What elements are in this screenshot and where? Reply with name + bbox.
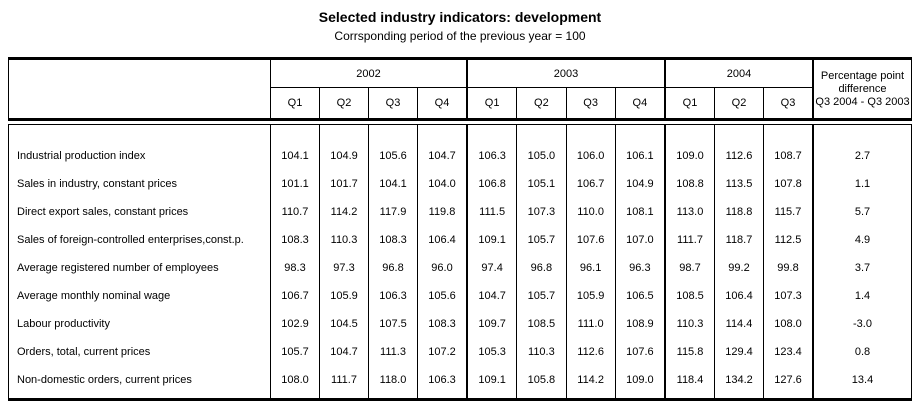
table-value: 108.5 [676, 290, 704, 302]
table-value: 109.1 [478, 234, 506, 246]
table-value: 101.1 [281, 178, 309, 190]
row-label-column [9, 125, 271, 398]
table-value: 109.1 [478, 374, 506, 386]
diff-value: 1.4 [854, 290, 871, 302]
table-value: 104.9 [330, 150, 358, 162]
table-value: 96.3 [629, 262, 651, 274]
table-value: 96.1 [579, 262, 602, 274]
data-group-2003 [468, 125, 666, 398]
table-value: 106.8 [478, 178, 506, 190]
value-column-2003-Q2 [517, 125, 566, 398]
table-value: 104.0 [428, 178, 456, 190]
table-value: 127.6 [774, 374, 802, 386]
table-value: 106.7 [576, 178, 605, 190]
table-value: 104.7 [478, 290, 506, 302]
table-body [8, 124, 912, 401]
row-label: Average registered number of employees [17, 262, 219, 274]
diff-value-column [814, 125, 911, 398]
quarter-header: Q1 [468, 88, 517, 118]
diff-value: 1.1 [854, 178, 871, 190]
data-group-2002 [271, 125, 468, 398]
table-value: 112.6 [577, 346, 604, 358]
indicators-table [8, 57, 912, 401]
value-column-2004-Q1 [666, 125, 715, 398]
table-value: 106.5 [626, 290, 654, 302]
diff-value: 3.7 [854, 262, 871, 274]
table-value: 107.3 [527, 206, 556, 218]
title-block [0, 0, 920, 57]
quarter-header: Q4 [434, 97, 450, 109]
value-column-2002-Q4 [418, 125, 466, 398]
table-header [8, 57, 912, 121]
table-value: 110.0 [577, 206, 604, 218]
table-value: 98.3 [284, 262, 306, 274]
table-value: 107.5 [379, 318, 407, 330]
table-value: 118.0 [379, 374, 407, 386]
row-label: Non-domestic orders, current prices [17, 374, 192, 386]
value-column-2003-Q1 [468, 125, 517, 398]
table-value: 105.9 [330, 290, 358, 302]
row-label: Direct export sales, constant prices [17, 206, 189, 218]
table-value: 106.0 [576, 150, 605, 162]
row-label: Sales in industry, constant prices [17, 178, 177, 190]
diff-value: 0.8 [854, 346, 871, 358]
table-value: 110.7 [281, 206, 309, 218]
table-value: 108.8 [676, 178, 704, 190]
table-value: 108.0 [281, 374, 309, 386]
row-label: Industrial production index [17, 150, 146, 162]
table-value: 97.3 [333, 262, 355, 274]
row-label: Average monthly nominal wage [17, 290, 171, 302]
quarter-header: Q2 [320, 88, 369, 118]
row-label: Orders, total, current prices [17, 346, 151, 358]
table-value: 112.6 [725, 150, 753, 162]
table-value: 114.4 [725, 318, 753, 330]
table-value: 101.7 [330, 178, 358, 190]
quarter-header: Q3 [567, 88, 616, 118]
table-value: 115.7 [774, 206, 802, 218]
table-value: 97.4 [481, 262, 503, 274]
table-value: 98.7 [679, 262, 701, 274]
table-value: 110.3 [676, 318, 704, 330]
table-value: 107.2 [428, 346, 456, 358]
quarter-header: Q2 [517, 88, 566, 118]
table-value: 123.4 [774, 346, 802, 358]
quarter-header: Q3 [369, 88, 418, 118]
table-value: 105.8 [527, 374, 556, 386]
year-header: 2002 [271, 60, 466, 88]
value-column-2003-Q4 [616, 125, 664, 398]
table-value: 109.0 [626, 374, 654, 386]
table-value: 111.5 [479, 206, 506, 218]
table-value: 96.8 [530, 262, 553, 274]
value-column-2004-Q3 [764, 125, 812, 398]
table-value: 109.0 [676, 150, 704, 162]
table-value: 106.1 [626, 150, 654, 162]
table-value: 106.3 [428, 374, 456, 386]
table-value: 109.7 [478, 318, 506, 330]
quarter-header: Q1 [271, 88, 320, 118]
table-value: 105.3 [478, 346, 506, 358]
table-value: 106.4 [428, 234, 456, 246]
table-value: 105.1 [527, 178, 556, 190]
table-value: 96.8 [382, 262, 404, 274]
table-value: 115.8 [676, 346, 704, 358]
table-value: 104.7 [428, 150, 456, 162]
diff-value: 5.7 [854, 206, 871, 218]
table-value: 108.7 [774, 150, 802, 162]
table-value: 104.9 [626, 178, 654, 190]
table-value: 107.6 [576, 234, 605, 246]
table-value: 104.1 [379, 178, 407, 190]
table-value: 111.0 [577, 318, 604, 330]
table-value: 102.9 [281, 318, 309, 330]
value-column-2004-Q2 [715, 125, 764, 398]
table-value: 108.1 [626, 206, 654, 218]
table-value: 111.7 [677, 234, 703, 246]
quarter-header: Q1 [666, 88, 715, 118]
table-value: 117.9 [379, 206, 407, 218]
stub-header-cell [9, 60, 271, 118]
table-value: 134.2 [725, 374, 753, 386]
diff-value: 2.7 [854, 150, 871, 162]
year-header: 2003 [468, 60, 664, 88]
table-value: 118.4 [676, 374, 704, 386]
year-header: 2004 [666, 60, 812, 88]
table-value: 107.8 [774, 178, 802, 190]
table-value: 108.5 [527, 318, 556, 330]
table-value: 108.3 [379, 234, 407, 246]
table-value: 108.3 [428, 318, 456, 330]
diff-header-line-2: difference [838, 82, 887, 95]
table-value: 107.6 [626, 346, 654, 358]
value-column-2002-Q1 [271, 125, 320, 398]
table-value: 118.8 [725, 206, 753, 218]
page-title: Selected industry indicators: development [318, 9, 602, 25]
table-value: 105.7 [527, 290, 556, 302]
value-column-2002-Q2 [320, 125, 369, 398]
quarter-header-row [666, 88, 812, 118]
table-value: 106.3 [478, 150, 506, 162]
quarter-header: Q3 [780, 97, 796, 109]
table-value: 105.9 [576, 290, 605, 302]
diff-header-line-1: Percentage point [820, 69, 905, 82]
quarter-header-row [271, 88, 466, 118]
page-subtitle: Corrsponding period of the previous year = 100 [334, 29, 586, 43]
table-value: 113.5 [725, 178, 753, 190]
table-value: 129.4 [725, 346, 753, 358]
quarter-header-row [468, 88, 664, 118]
table-value: 111.7 [331, 374, 357, 386]
table-value: 110.3 [528, 346, 555, 358]
year-group-2004 [666, 60, 814, 118]
table-value: 105.6 [379, 150, 407, 162]
table-value: 104.5 [330, 318, 358, 330]
table-value: 111.3 [380, 346, 406, 358]
value-column-2003-Q3 [567, 125, 616, 398]
table-value: 119.8 [428, 206, 456, 218]
table-value: 108.3 [281, 234, 309, 246]
table-value: 99.2 [728, 262, 750, 274]
diff-value: 4.9 [854, 234, 871, 246]
diff-column-header [814, 60, 911, 118]
table-value: 99.8 [777, 262, 799, 274]
quarter-header: Q2 [715, 88, 764, 118]
table-value: 118.7 [725, 234, 753, 246]
quarter-header: Q4 [632, 97, 648, 109]
diff-value: -3.0 [853, 318, 872, 330]
value-column-2002-Q3 [369, 125, 418, 398]
table-value: 106.3 [379, 290, 407, 302]
table-value: 114.2 [577, 374, 604, 386]
table-value: 110.3 [330, 234, 358, 246]
table-value: 105.6 [428, 290, 456, 302]
table-value: 107.3 [774, 290, 802, 302]
table-value: 104.7 [330, 346, 358, 358]
year-group-2003 [468, 60, 666, 118]
table-value: 105.7 [281, 346, 309, 358]
table-value: 113.0 [676, 206, 704, 218]
table-value: 104.1 [281, 150, 309, 162]
table-value: 96.0 [431, 262, 453, 274]
table-value: 105.7 [527, 234, 556, 246]
table-value: 107.0 [626, 234, 654, 246]
table-value: 105.0 [527, 150, 556, 162]
table-value: 108.9 [626, 318, 654, 330]
table-value: 106.7 [281, 290, 309, 302]
data-group-2004 [666, 125, 814, 398]
year-group-2002 [271, 60, 468, 118]
row-label: Labour productivity [17, 318, 110, 330]
diff-value: 13.4 [851, 374, 874, 386]
diff-header-line-3: Q3 2004 - Q3 2003 [815, 95, 910, 108]
table-value: 108.0 [774, 318, 802, 330]
table-value: 106.4 [725, 290, 753, 302]
table-value: 114.2 [330, 206, 358, 218]
table-value: 112.5 [774, 234, 802, 246]
row-label: Sales of foreign-controlled enterprises,const.p. [17, 234, 244, 246]
